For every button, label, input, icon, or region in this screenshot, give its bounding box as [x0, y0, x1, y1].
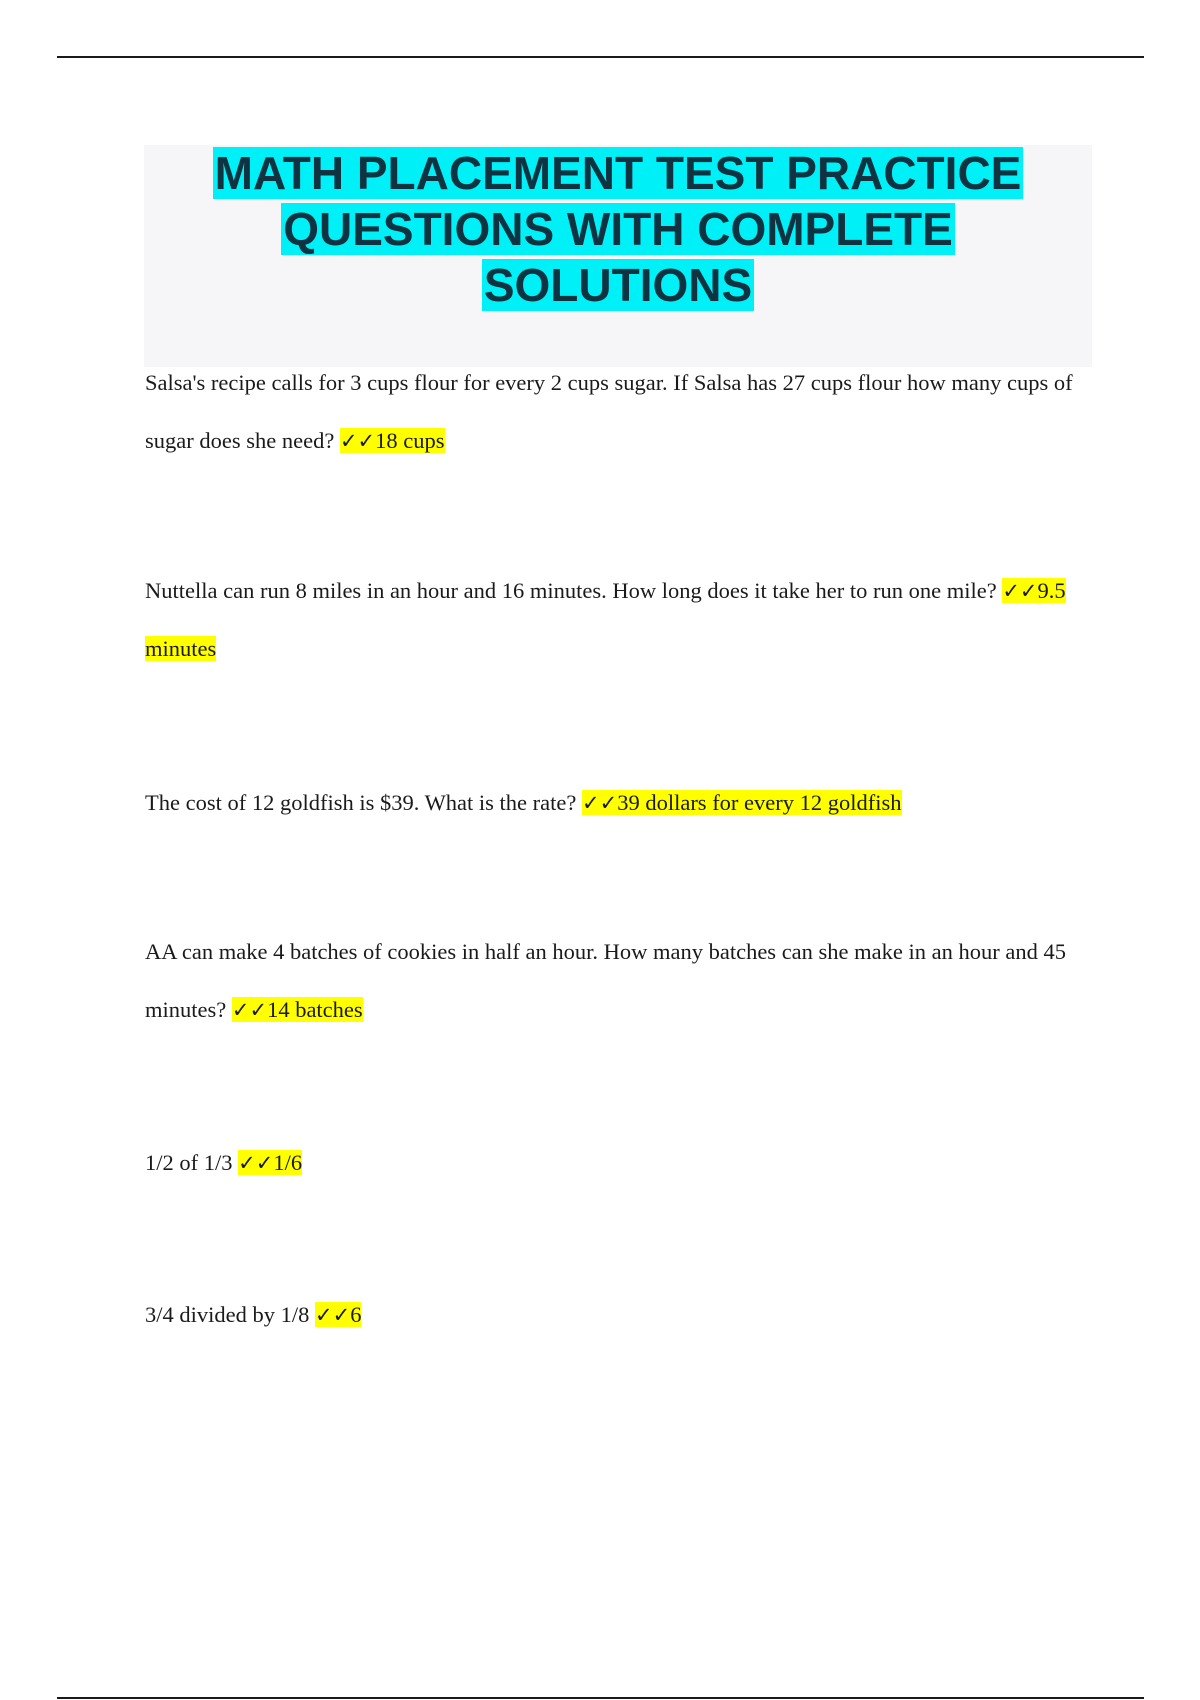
document-title — [144, 145, 1092, 313]
answer-text: 9.5 minutes — [145, 578, 1066, 661]
question-text: AA can make 4 batches of cookies in half an hour. How many batches can she make in an hour and 45 minutes? — [145, 939, 1066, 1022]
answer-highlight — [315, 1302, 361, 1327]
checkmark-icon: ✓✓ — [582, 791, 618, 815]
title-line-3: SOLUTIONS — [483, 259, 753, 311]
checkmark-icon: ✓✓ — [339, 429, 376, 453]
question-text: Nuttella can run 8 miles in an hour and 16 minutes. How long does it take her to run one mile? — [145, 578, 997, 603]
checkmark-icon: ✓✓ — [1002, 579, 1038, 603]
question-text: The cost of 12 goldfish is $39. What is the rate? — [145, 790, 577, 815]
answer-highlight — [238, 1150, 302, 1175]
checkmark-icon: ✓✓ — [231, 998, 268, 1022]
title-line-1: MATH PLACEMENT TEST PRACTICE — [214, 147, 1022, 199]
qa-item-4 — [145, 923, 1085, 1039]
answer-text: 39 dollars for every 12 goldfish — [617, 790, 902, 815]
header-rule — [57, 56, 1144, 58]
answer-text: 18 cups — [375, 428, 445, 453]
answer-text: 6 — [350, 1302, 362, 1327]
qa-item-6 — [145, 1286, 1085, 1344]
qa-item-5 — [145, 1134, 1085, 1192]
qa-item-1 — [145, 354, 1085, 470]
question-text: 1/2 of 1/3 — [145, 1150, 233, 1175]
qa-item-2 — [145, 562, 1085, 678]
qa-item-3 — [145, 774, 1085, 832]
answer-highlight — [340, 428, 445, 453]
footer-rule — [57, 1697, 1144, 1699]
question-text: 3/4 divided by 1/8 — [145, 1302, 310, 1327]
answer-text: 1/6 — [273, 1150, 303, 1175]
question-text: Salsa's recipe calls for 3 cups flour for every 2 cups sugar. If Salsa has 27 cups flour how many cups of sugar does she need? — [145, 370, 1073, 453]
title-line-2: QUESTIONS WITH COMPLETE — [283, 203, 953, 255]
answer-highlight — [582, 790, 902, 815]
answer-text: 14 batches — [267, 997, 363, 1022]
answer-highlight — [232, 997, 363, 1022]
title-block — [144, 145, 1092, 367]
checkmark-icon: ✓✓ — [315, 1303, 351, 1327]
checkmark-icon: ✓✓ — [238, 1151, 274, 1175]
